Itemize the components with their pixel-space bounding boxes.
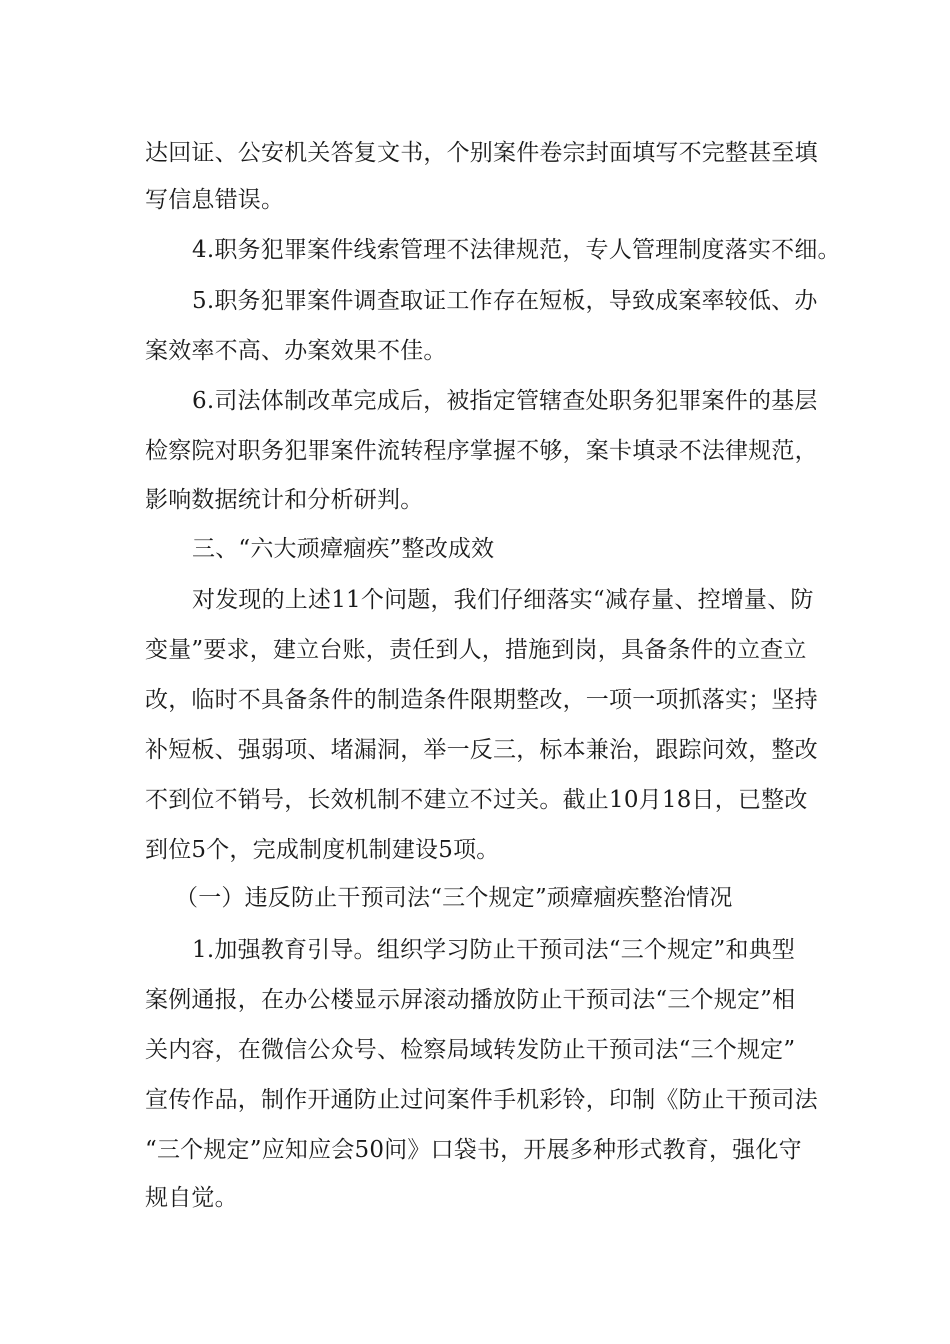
section-heading-3: 三、“六大顽瘴痼疾”整改成效 (192, 536, 495, 562)
text-line-18: 案例通报，在办公楼显示屏滚动播放防止干预司法“三个规定”相 (145, 987, 796, 1013)
text-line-21: “三个规定”应知应会50问》口袋书，开展多种形式教育，强化守 (145, 1137, 802, 1163)
paragraph-start: 对发现的上述11个问题，我们仔细落实“减存量、控增量、防 (192, 587, 814, 613)
text-line-5: 案效率不高、办案效果不佳。 (145, 338, 447, 364)
text-line-19: 关内容，在微信公众号、检察局域转发防止干预司法“三个规定” (145, 1037, 796, 1063)
text-line-13: 补短板、强弱项、堵漏洞，举一反三，标本兼治，跟踪问效，整改 (145, 737, 818, 763)
list-item-4: 4.职务犯罪案件线索管理不法律规范，专人管理制度落实不细。 (192, 237, 841, 263)
list-item-1: 1.加强教育引导。组织学习防止干预司法“三个规定”和典型 (192, 937, 796, 963)
text-line-11: 变量”要求，建立台账，责任到人，措施到岗，具备条件的立查立 (145, 637, 807, 663)
text-line-7: 检察院对职务犯罪案件流转程序掌握不够，案卡填录不法律规范， (145, 438, 818, 464)
subsection-heading-1: （一）违反防止干预司法“三个规定”顽瘴痼疾整治情况 (175, 885, 733, 911)
text-line-14: 不到位不销号，长效机制不建立不过关。截止10月18日，已整改 (145, 787, 808, 813)
text-line-8: 影响数据统计和分析研判。 (145, 487, 424, 513)
list-item-6: 6.司法体制改革完成后，被指定管辖查处职务犯罪案件的基层 (192, 388, 818, 414)
text-line-2: 写信息错误。 (145, 187, 285, 213)
text-line-22: 规自觉。 (145, 1185, 238, 1211)
list-item-5: 5.职务犯罪案件调查取证工作存在短板，导致成案率较低、办 (192, 288, 818, 314)
text-line-20: 宣传作品，制作开通防止过问案件手机彩铃，印制《防止干预司法 (145, 1087, 818, 1113)
text-line-15: 到位5个，完成制度机制建设5项。 (145, 837, 500, 863)
text-line-12: 改，临时不具备条件的制造条件限期整改，一项一项抓落实；坚持 (145, 687, 818, 713)
text-line-1: 达回证、公安机关答复文书，个别案件卷宗封面填写不完整甚至填 (145, 140, 818, 166)
